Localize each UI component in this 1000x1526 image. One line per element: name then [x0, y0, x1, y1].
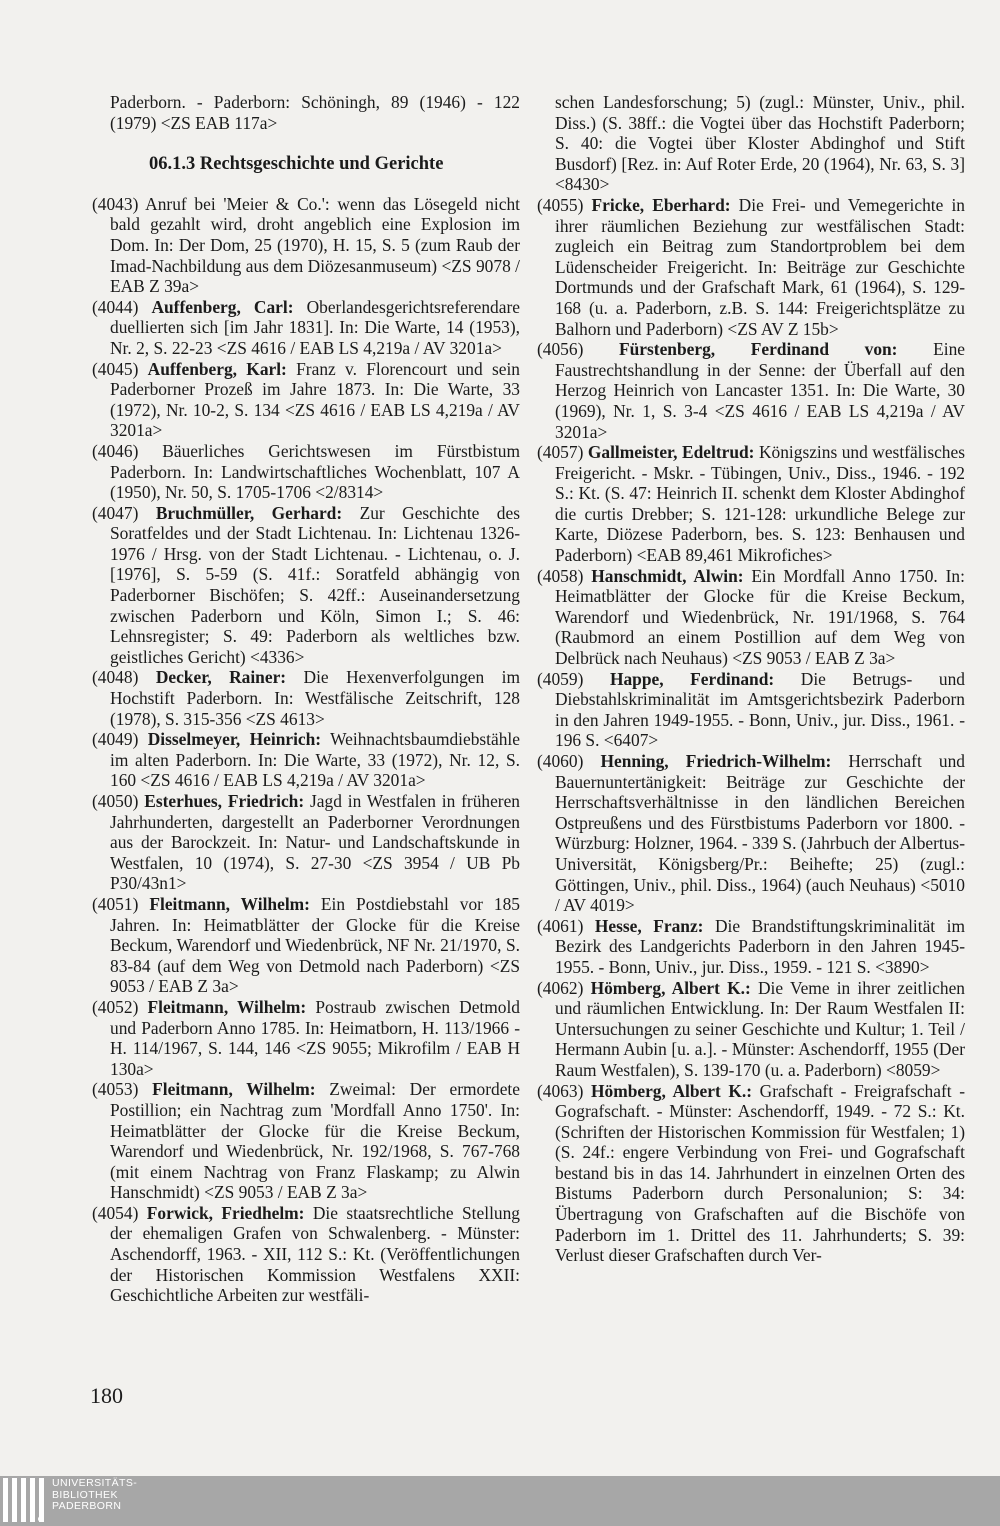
- left-column: [92, 92, 520, 1306]
- bibliography-entry: [92, 894, 520, 997]
- entry-number: (4060): [537, 751, 584, 771]
- entry-text: Weihnachtsbaumdiebstähle im alten Paderborn. In: Die Warte, 33 (1972), Nr. 12, S. 160 <ZS 4616 / EAB LS 4,219a / AV 3201a>: [110, 729, 520, 791]
- entry-text: Grafschaft - Freigrafschaft - Gografschaft. - Münster: Aschendorff, 1949. - 72 S.: Kt. (Schriften der Historischen Kommission für Westfalen; 1) (S. 24f.: engere Verbindung von Frei- und Gografschaft bestand bis in das 14. Jahrhundert in einzelnen Orten des Bistums Paderborn durch Personalunion; S: 34: Übertragung von Grafschaften auf die Bischöfe von Paderborn im 1. Drittel des 11. Jahrhunderts; S. 39: Verlust dieser Grafschaften durch Ver-: [555, 1080, 965, 1266]
- entry-number: (4043): [92, 193, 139, 214]
- bibliography-entry: [92, 729, 520, 791]
- entry-author: Forwick, Friedhelm:: [146, 1202, 305, 1223]
- right-entries-list: [537, 195, 965, 1266]
- entry-author: Auffenberg, Carl:: [151, 296, 294, 317]
- entry-author: Decker, Rainer:: [155, 667, 287, 688]
- entry-number: (4057): [537, 442, 584, 463]
- entry-text: Die Hexenverfolgungen im Hochstift Paderborn. In: Westfälische Zeitschrift, 128 (1978), S. 315-356 <ZS 4613>: [110, 667, 520, 729]
- library-logo-text: [52, 1478, 137, 1513]
- logo-dot-icon: [38, 1516, 44, 1522]
- bibliography-entry: [537, 339, 965, 442]
- bibliography-entry: [537, 916, 965, 978]
- entry-author: Happe, Ferdinand:: [609, 668, 775, 689]
- bibliography-entry: [92, 997, 520, 1079]
- entry-text: Die Veme in ihrer zeitlichen und räumlichen Entwicklung. In: Der Raum Westfalen II: Untersuchungen zu seiner Geschichte und Kultur; 1. Teil / Hermann Aubin [u. a.]. - Münster: Aschendorff, 1955 (Der Raum Westfalen), S. 139-170 (u. a. Paderborn) <8059>: [555, 977, 966, 1080]
- page-number: 180: [90, 1383, 123, 1408]
- bibliography-entry: [537, 978, 965, 1081]
- entry-number: (4049): [92, 729, 139, 750]
- bibliography-entry: [92, 503, 520, 668]
- entry-text: Die Betrugs- und Diebstahlskriminalität im Amtsgerichtsbezirk Paderborn in den Jahren 1949-1955. - Bonn, Univ., jur. Diss., 1961. - 196 S. <6407>: [555, 668, 965, 751]
- entry-author: Bruchmüller, Gerhard:: [155, 502, 343, 523]
- entry-number: (4052): [92, 996, 139, 1017]
- entry-number: (4044): [92, 296, 139, 317]
- section-heading: 06.1.3 Rechtsgeschichte und Gerichte: [149, 154, 444, 175]
- entry-number: (4055): [537, 194, 584, 215]
- logo-line-2: BIBLIOTHEK: [52, 1488, 118, 1501]
- library-bars-icon: [3, 1478, 44, 1522]
- bibliography-entry: [537, 751, 965, 916]
- bibliography-entry: [92, 1203, 520, 1306]
- entry-author: Auffenberg, Karl:: [147, 358, 287, 379]
- entry-text: Jagd in Westfalen in früheren Jahrhunderten, dargestellt an Paderborner Verordnungen aus der Barockzeit. In: Natur- und Landschaftskunde in Westfalen, 10 (1974), S. 27-30 <ZS 3954 / UB Pb P30/43n1>: [110, 791, 521, 894]
- entry-text: Die Frei- und Vemegerichte in ihrer räumlichen Beziehung zur westfälischen Stadt: zugleich ein Beitrag zum Standortproblem bei dem Lüdenscheider Freigericht. In: Beiträge zur Geschichte Dortmunds und der Grafschaft Mark, 61 (1964), S. 129-168 (u. a. Paderborn, z.B. S. 144: Freigerichtsplätze zu Balhorn und Paderborn) <ZS AV Z 15b>: [555, 194, 965, 339]
- entry-number: (4062): [537, 977, 584, 998]
- entry-text: Königszins und westfälisches Freigericht. - Mskr. - Tübingen, Univ., Diss., 1946. - 192 S.: Kt. (S. 47: Heinrich II. schenkt dem Kloster Abdinghof die curtis Drebber; S. 121-128: urkundliche Belege zur Karte, Diözese Paderborn, bes. S. 123: Benhausen und Paderborn) <EAB 89,461 Mikrofiches>: [555, 442, 965, 566]
- entry-number: (4051): [92, 893, 139, 914]
- entry-text: Postraub zwischen Detmold und Paderborn Anno 1785. In: Heimatborn, H. 113/1966 - H. 114/1967, S. 144, 146 <ZS 9055; Mikrofilm / EAB H 130a>: [110, 996, 520, 1079]
- logo-line-1: UNIVERSITÄTS-: [52, 1477, 138, 1489]
- top-continuation-text: Paderborn. - Paderborn: Schöningh, 89 (1946) - 122 (1979) <ZS EAB 117a>: [110, 92, 520, 133]
- entry-number: (4046): [92, 440, 139, 461]
- bibliography-entry: [92, 441, 520, 503]
- bibliography-entry: [92, 791, 520, 894]
- entry-author: Fleitmann, Wilhelm:: [149, 893, 310, 914]
- entry-text: Die Brandstiftungskriminalität im Bezirk des Landgerichts Paderborn in den Jahren 1945-1955. - Bonn, Univ., jur. Diss., 1959. - 121 S. <3890>: [555, 915, 965, 977]
- bibliography-entry: [537, 669, 965, 751]
- left-entries-list: [92, 194, 520, 1306]
- entry-author: Fleitmann, Wilhelm:: [147, 996, 307, 1017]
- entry-number: (4058): [537, 565, 584, 586]
- right-column: [537, 92, 965, 1266]
- entry-number: (4063): [537, 1080, 584, 1101]
- bibliography-entry: [92, 667, 520, 729]
- entry-number: (4048): [92, 667, 139, 688]
- entry-author: Henning, Friedrich-Wilhelm:: [600, 751, 832, 771]
- entry-text: Eine Faustrechtshandlung in der Senne: der Überfall auf den Herzog Heinrich von Lancaster 1351. In: Die Warte, 30 (1969), Nr. 1, S. 3-4 <ZS 4616 / EAB LS 4,219a / AV 3201a>: [555, 339, 965, 442]
- entry-author: Hesse, Franz:: [594, 915, 704, 936]
- entry-number: (4056): [537, 339, 584, 360]
- right-continuation-text: schen Landesforschung; 5) (zugl.: Münster, Univ., phil. Diss.) (S. 38ff.: die Vogtei über das Hochstift Paderborn; S. 40: die Vogtei über Kloster Abdinghof und Stift Busdorf) [Rez. in: Auf Roter Erde, 20 (1964), Nr. 63, S. 3] <8430>: [555, 92, 965, 195]
- entry-text: Bäuerliches Gerichtswesen im Fürstbistum Paderborn. In: Landwirtschaftliches Wochenblatt, 107 A (1950), Nr. 50, S. 1705-1706 <2/8314>: [110, 440, 520, 503]
- entry-number: (4047): [92, 502, 139, 523]
- library-footer-band: [0, 1476, 1000, 1526]
- entry-author: Disselmeyer, Heinrich:: [147, 729, 322, 750]
- entry-author: Hanschmidt, Alwin:: [591, 565, 744, 586]
- entry-text: Zur Geschichte des Soratfeldes und der Stadt Lichtenau. In: Lichtenau 1326-1976 / Hrsg. von der Stadt Lichtenau. - Lichtenau, o. J. [1976], S. 5-59 (S. 41f.: Soratfeld abhängig von Paderborner Bischöfen; S. 42ff.: Auseinandersetzung zwischen Paderborn und Köln, Simon I.; S. 46: Lehnsregister; S. 49: Paderborn als weltliches bzw. geistliches Gericht) <4336>: [110, 502, 520, 667]
- entry-number: (4054): [92, 1202, 139, 1223]
- entry-number: (4050): [92, 791, 139, 811]
- entry-author: Hömberg, Albert K.:: [590, 1080, 753, 1101]
- bibliography-entry: [537, 442, 965, 566]
- bibliography-entry: [92, 1079, 520, 1203]
- bibliography-entry: [92, 359, 520, 441]
- entry-text: Oberlandesgerichtsreferendare duellierten sich [im Jahr 1831]. In: Die Warte, 14 (1953), Nr. 2, S. 22-23 <ZS 4616 / EAB LS 4,219a / AV 3201a>: [110, 296, 520, 358]
- entry-author: Fricke, Eberhard:: [591, 194, 731, 215]
- entry-author: Fürstenberg, Ferdinand von:: [619, 339, 898, 360]
- entry-author: Esterhues, Friedrich:: [144, 791, 305, 811]
- bibliography-entry: [537, 566, 965, 669]
- entry-author: Fleitmann, Wilhelm:: [152, 1079, 316, 1100]
- entry-text: Ein Mordfall Anno 1750. In: Heimatblätter der Glocke für die Kreise Beckum, Warendorf und Wiedenbrück, Nr. 191/1968, S. 764 (Raubmord an einem Postillion auf dem Weg von Delbrück nach Neuhaus) <ZS 9053 / EAB Z 3a>: [555, 565, 965, 669]
- logo-line-3: PADERBORN: [52, 1500, 122, 1512]
- entry-number: (4061): [537, 915, 584, 936]
- entry-number: (4045): [92, 358, 139, 379]
- bibliography-entry: [537, 1081, 965, 1266]
- entry-text: Ein Postdiebstahl vor 185 Jahren. In: Heimatblätter der Glocke für die Kreise Beckum, Warendorf und Wiedenbrück, NF Nr. 21/1970, S. 83-84 (auf dem Weg von Detmold nach Paderborn) <ZS 9053 / EAB Z 3a>: [110, 893, 521, 997]
- entry-text: Franz v. Florencourt und sein Paderborner Prozeß im Jahre 1873. In: Die Warte, 33 (1972), Nr. 10-2, S. 134 <ZS 4616 / EAB LS 4,219a / AV 3201a>: [110, 358, 520, 441]
- entry-text: Herrschaft und Bauernuntertänigkeit: Beiträge zur Geschichte der Herrschaftsverhältnisse in den ländlichen Bereichen Ostpreußens und des Fürstbistums Paderborn vor 1800. - Würzburg: Holzner, 1964. - 339 S. (Jahrbuch der Albertus-Universität, Königsberg/Pr.: Beihefte; 25) (zugl.: Göttingen, Univ., phil. Diss., 1964) (auch Neuhaus) <5010 / AV 4019>: [555, 751, 965, 916]
- bibliography-entry: [92, 297, 520, 359]
- bibliography-entry: [537, 195, 965, 339]
- bibliography-entry: [92, 194, 520, 297]
- entry-number: (4059): [537, 668, 584, 689]
- entry-author: Gallmeister, Edeltrud:: [587, 442, 755, 463]
- entry-number: (4053): [92, 1079, 139, 1100]
- entry-author: Hömberg, Albert K.:: [590, 977, 751, 998]
- entry-text: Anruf bei 'Meier & Co.': wenn das Lösegeld nicht bald gezahlt wird, droht angeblich eine Explosion im Dom. In: Der Dom, 25 (1970), H. 15, S. 5 (zum Raub der Imad-Nachbildung aus dem Diözesanmuseum) <ZS 9078 / EAB Z 39a>: [110, 193, 520, 297]
- entry-text: Die staatsrechtliche Stellung der ehemaligen Grafen von Schwalenberg. - Münster: Aschendorff, 1963. - XII, 112 S.: Kt. (Veröffentlichungen der Historischen Kommission Westfalens XXII: Geschichtliche Arbeiten zur westfäli-: [110, 1202, 520, 1306]
- entry-text: Zweimal: Der ermordete Postillion; ein Nachtrag zum 'Mordfall Anno 1750'. In: Heimatblätter der Glocke für die Kreise Beckum, Warendorf und Wiedenbrück, Nr. 192/1968, S. 767-768 (mit einem Nachtrag von Franz Flaskamp; zu Alwin Hanschmidt) <ZS 9053 / EAB Z 3a>: [110, 1079, 520, 1203]
